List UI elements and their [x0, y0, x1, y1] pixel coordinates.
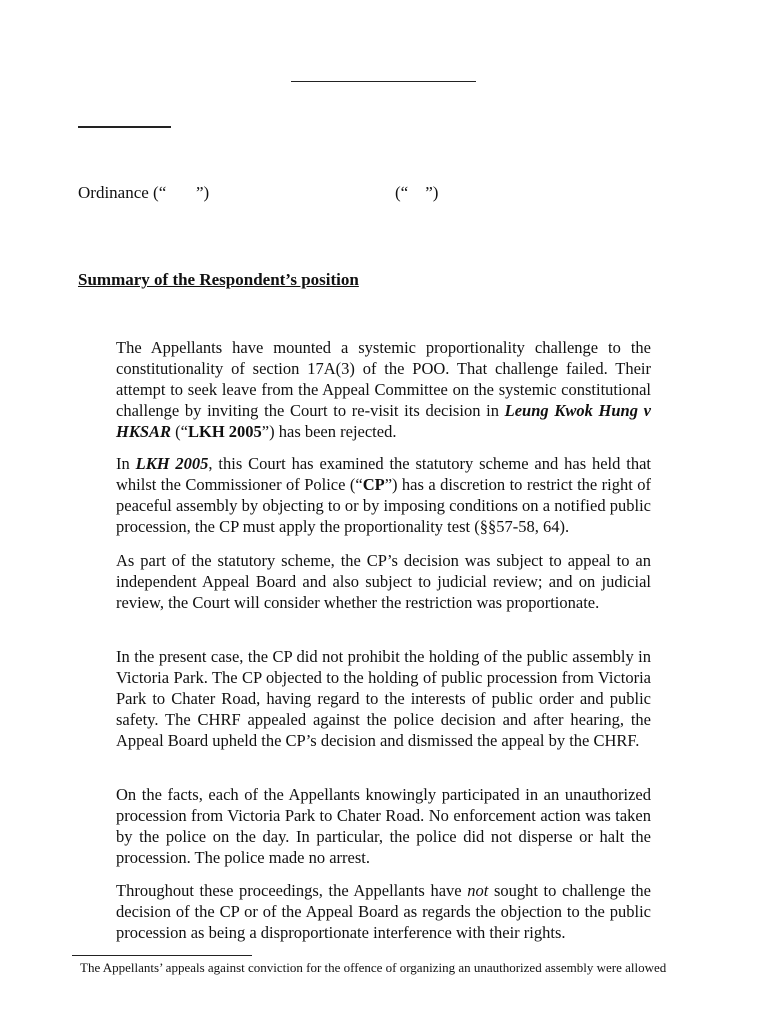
paragraph-segment: In [116, 454, 136, 473]
paragraph-segment: sought to challenge the decision of the CP or of the Appeal Board as regards the objection to the public procession as being a disproportionate interference with their rights. [116, 881, 651, 942]
ordinance-line: Ordinance (“ ”) [78, 183, 210, 202]
paragraph-4 [116, 646, 651, 751]
paragraph-segment: ”) has a discretion to restrict the right of peaceful assembly by objecting to or by imposing conditions on a notified public procession, the CP must apply the proportionality test (§§57-58, 64). [116, 475, 651, 536]
title-rule [291, 81, 476, 82]
abbreviation-quotes: (“ ”) [395, 183, 439, 202]
paragraph-segment: In the present case, the CP did not prohibit the holding of the public assembly in Victoria Park. The CP objected to the holding of public procession from Victoria Park to Chater Road, having regard to the interests of public order and public safety. The CHRF appealed against the police decision and after hearing, the Appeal Board upheld the CP’s decision and dismissed the appeal by the CHRF. [116, 647, 651, 750]
paragraph-1 [116, 337, 651, 442]
paragraph-segment: LKH 2005 [187, 422, 262, 441]
paragraph-segment: Throughout these proceedings, the Appellants have [116, 881, 468, 900]
paragraph-segment: LKH 2005 [135, 454, 209, 473]
paragraph-segment: CP [362, 475, 385, 494]
paragraph-segment: As part of the statutory scheme, the CP’s decision was subject to appeal to an independent Appeal Board and also subject to judicial review; and on judicial review, the Court will consider whether the restriction was proportionate. [116, 551, 651, 612]
paragraph-segment: not [467, 881, 489, 900]
paragraph-segment: , this Court has examined the statutory scheme and has held that whilst the Commissioner of Police (“ [116, 454, 652, 494]
footnote-separator [72, 955, 252, 956]
section-heading: Summary of the Respondent’s position [78, 270, 359, 289]
paragraph-segment: On the facts, each of the Appellants knowingly participated in an unauthorized procession from Victoria Park to Chater Road. No enforcement action was taken by the police on the day. In particular, the police did not disperse or halt the procession. The police made no arrest. [116, 785, 651, 867]
subheading-rule [78, 126, 171, 128]
paragraph-segment: ”) has been rejected. [261, 422, 397, 441]
paragraph-segment: Leung Kwok Hung v HKSAR [116, 401, 651, 441]
paragraph-6 [116, 880, 651, 943]
paragraph-segment: (“ [171, 422, 188, 441]
paragraph-segment: The Appellants have mounted a systemic proportionality challenge to the constitutionality of section 17A(3) of the POO. That challenge failed. Their attempt to seek leave from the Appeal Committee on the systemic constitutional challenge by inviting the Court to re-visit its decision in [116, 338, 651, 420]
paragraph-3 [116, 550, 651, 613]
paragraph-5 [116, 784, 651, 868]
paragraph-2 [116, 453, 651, 537]
footnote-text: The Appellants’ appeals against conviction for the offence of organizing an unauthorized assembly were allowed [80, 960, 667, 975]
